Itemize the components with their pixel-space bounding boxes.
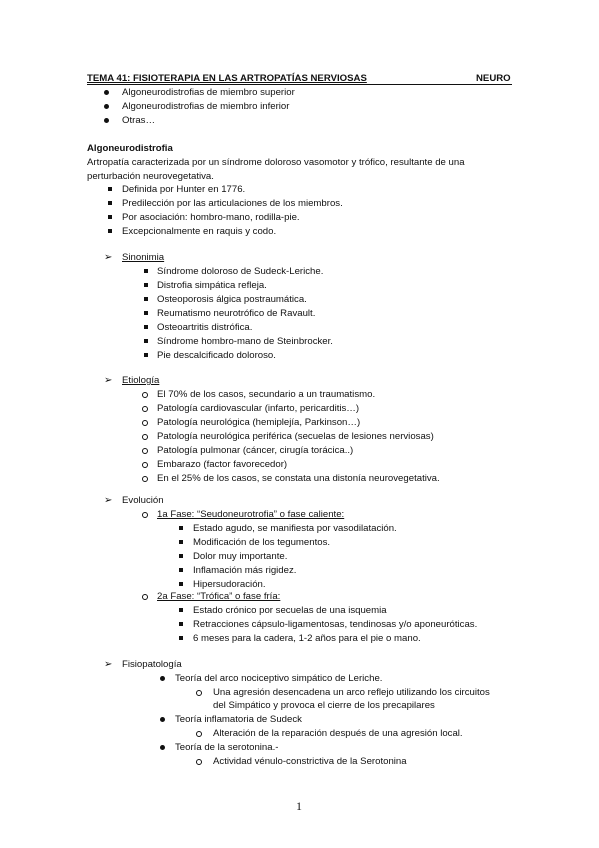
phase2-item: Retracciones cápsulo-ligamentosas, tendinosas y/o aponeuróticas.	[193, 619, 478, 630]
square-bullet-icon	[108, 229, 112, 233]
fact-item: Por asociación: hombro-mano, rodilla-pie.	[122, 212, 300, 223]
arrow-bullet-icon: ➢	[104, 375, 113, 386]
fact-item: Excepcionalmente en raquis y codo.	[122, 226, 277, 237]
arrow-bullet-icon: ➢	[104, 252, 113, 263]
evolucion-title: Evolución	[122, 495, 164, 506]
square-bullet-icon	[108, 201, 112, 205]
sinonimia-title: Sinonimia	[122, 252, 165, 263]
theory-detail: Alteración de la reparación después de una agresión local.	[213, 728, 463, 739]
theory-item: Teoría de la serotonina.-	[175, 742, 279, 753]
square-bullet-icon	[179, 554, 183, 558]
square-bullet-icon	[144, 311, 148, 315]
square-bullet-icon	[108, 187, 112, 191]
sinonimia-item: Síndrome hombro-mano de Steinbrocker.	[157, 336, 333, 347]
square-bullet-icon	[179, 636, 183, 640]
circle-bullet-icon	[196, 759, 202, 765]
etiologia-item: Patología neurológica periférica (secuelas de lesiones nerviosas)	[157, 431, 434, 442]
theory-item: Teoría del arco nociceptivo simpático de Leriche.	[175, 673, 383, 684]
square-bullet-icon	[179, 568, 183, 572]
etiologia-item: Patología pulmonar (cáncer, cirugía torácica..)	[157, 445, 354, 456]
circle-bullet-icon	[142, 512, 148, 518]
bullet-icon	[160, 745, 165, 750]
sinonimia-item: Síndrome doloroso de Sudeck-Leriche.	[157, 266, 324, 277]
sinonimia-item: Distrofia simpática refleja.	[157, 280, 267, 291]
square-bullet-icon	[144, 339, 148, 343]
circle-bullet-icon	[142, 476, 148, 482]
square-bullet-icon	[108, 215, 112, 219]
definition-line: perturbación neurovegetativa.	[87, 171, 214, 182]
phase1-item: Modificación de los tegumentos.	[193, 537, 331, 548]
square-bullet-icon	[179, 622, 183, 626]
bullet-icon	[104, 118, 109, 123]
square-bullet-icon	[144, 269, 148, 273]
fact-item: Definida por Hunter en 1776.	[122, 184, 246, 195]
circle-bullet-icon	[142, 406, 148, 412]
circle-bullet-icon	[142, 434, 148, 440]
etiologia-title: Etiología	[122, 375, 160, 386]
title-underline-fill	[87, 84, 512, 85]
theory-detail: del Simpático y provoca el cierre de los precapilares	[213, 700, 435, 711]
phase2-item: 6 meses para la cadera, 1-2 años para el pie o mano.	[193, 633, 421, 644]
document-title: TEMA 41: FISIOTERAPIA EN LAS ARTROPATÍAS NERVIOSAS	[87, 73, 367, 84]
sinonimia-item: Osteoporosis álgica postraumática.	[157, 294, 307, 305]
definition-line: Artropatía caracterizada por un síndrome doloroso vasomotor y trófico, resultante de una	[87, 157, 465, 168]
phase2-title: 2a Fase: “Trófica” o fase fría:	[157, 591, 281, 602]
circle-bullet-icon	[142, 594, 148, 600]
circle-bullet-icon	[196, 690, 202, 696]
bullet-icon	[160, 676, 165, 681]
page-number: 1	[296, 799, 302, 813]
section-label: NEURO	[476, 73, 511, 84]
etiologia-item: Embarazo (factor favorecedor)	[157, 459, 288, 470]
square-bullet-icon	[179, 526, 183, 530]
etiologia-item: El 70% de los casos, secundario a un traumatismo.	[157, 389, 376, 400]
circle-bullet-icon	[142, 462, 148, 468]
phase1-item: Inflamación más rigidez.	[193, 565, 297, 576]
bullet-icon	[104, 90, 109, 95]
square-bullet-icon	[179, 582, 183, 586]
sinonimia-item: Reumatismo neurotrófico de Ravault.	[157, 308, 316, 319]
square-bullet-icon	[144, 353, 148, 357]
square-bullet-icon	[144, 325, 148, 329]
circle-bullet-icon	[142, 420, 148, 426]
square-bullet-icon	[144, 297, 148, 301]
circle-bullet-icon	[196, 731, 202, 737]
etiologia-item: En el 25% de los casos, se constata una distonía neurovegetativa.	[157, 473, 440, 484]
theory-detail: Actividad vénulo-constrictiva de la Serotonina	[213, 756, 407, 767]
section-heading: Algoneurodistrofia	[87, 143, 173, 154]
bullet-icon	[104, 104, 109, 109]
circle-bullet-icon	[142, 448, 148, 454]
fisiopatologia-title: Fisiopatología	[122, 659, 182, 670]
bullet-icon	[160, 717, 165, 722]
sinonimia-item: Osteoartritis distrófica.	[157, 322, 253, 333]
etiologia-item: Patología cardiovascular (infarto, pericarditis…)	[157, 403, 360, 414]
phase1-item: Hipersudoración.	[193, 579, 266, 590]
square-bullet-icon	[179, 608, 183, 612]
arrow-bullet-icon: ➢	[104, 495, 113, 506]
square-bullet-icon	[144, 283, 148, 287]
intro-item: Otras…	[122, 115, 156, 126]
theory-detail: Una agresión desencadena un arco reflejo utilizando los circuitos	[213, 687, 490, 698]
fact-item: Predilección por las articulaciones de los miembros.	[122, 198, 343, 209]
intro-item: Algoneurodistrofias de miembro superior	[122, 87, 295, 98]
theory-item: Teoría inflamatoria de Sudeck	[175, 714, 302, 725]
circle-bullet-icon	[142, 392, 148, 398]
arrow-bullet-icon: ➢	[104, 659, 113, 670]
phase1-item: Estado agudo, se manifiesta por vasodilatación.	[193, 523, 397, 534]
phase1-item: Dolor muy importante.	[193, 551, 288, 562]
sinonimia-item: Pie descalcificado doloroso.	[157, 350, 276, 361]
intro-item: Algoneurodistrofias de miembro inferior	[122, 101, 290, 112]
phase2-item: Estado crónico por secuelas de una isquemia	[193, 605, 387, 616]
phase1-title: 1a Fase: “Seudoneurotrofia” o fase caliente:	[157, 509, 345, 520]
etiologia-item: Patología neurológica (hemiplejía, Parkinson…)	[157, 417, 361, 428]
square-bullet-icon	[179, 540, 183, 544]
